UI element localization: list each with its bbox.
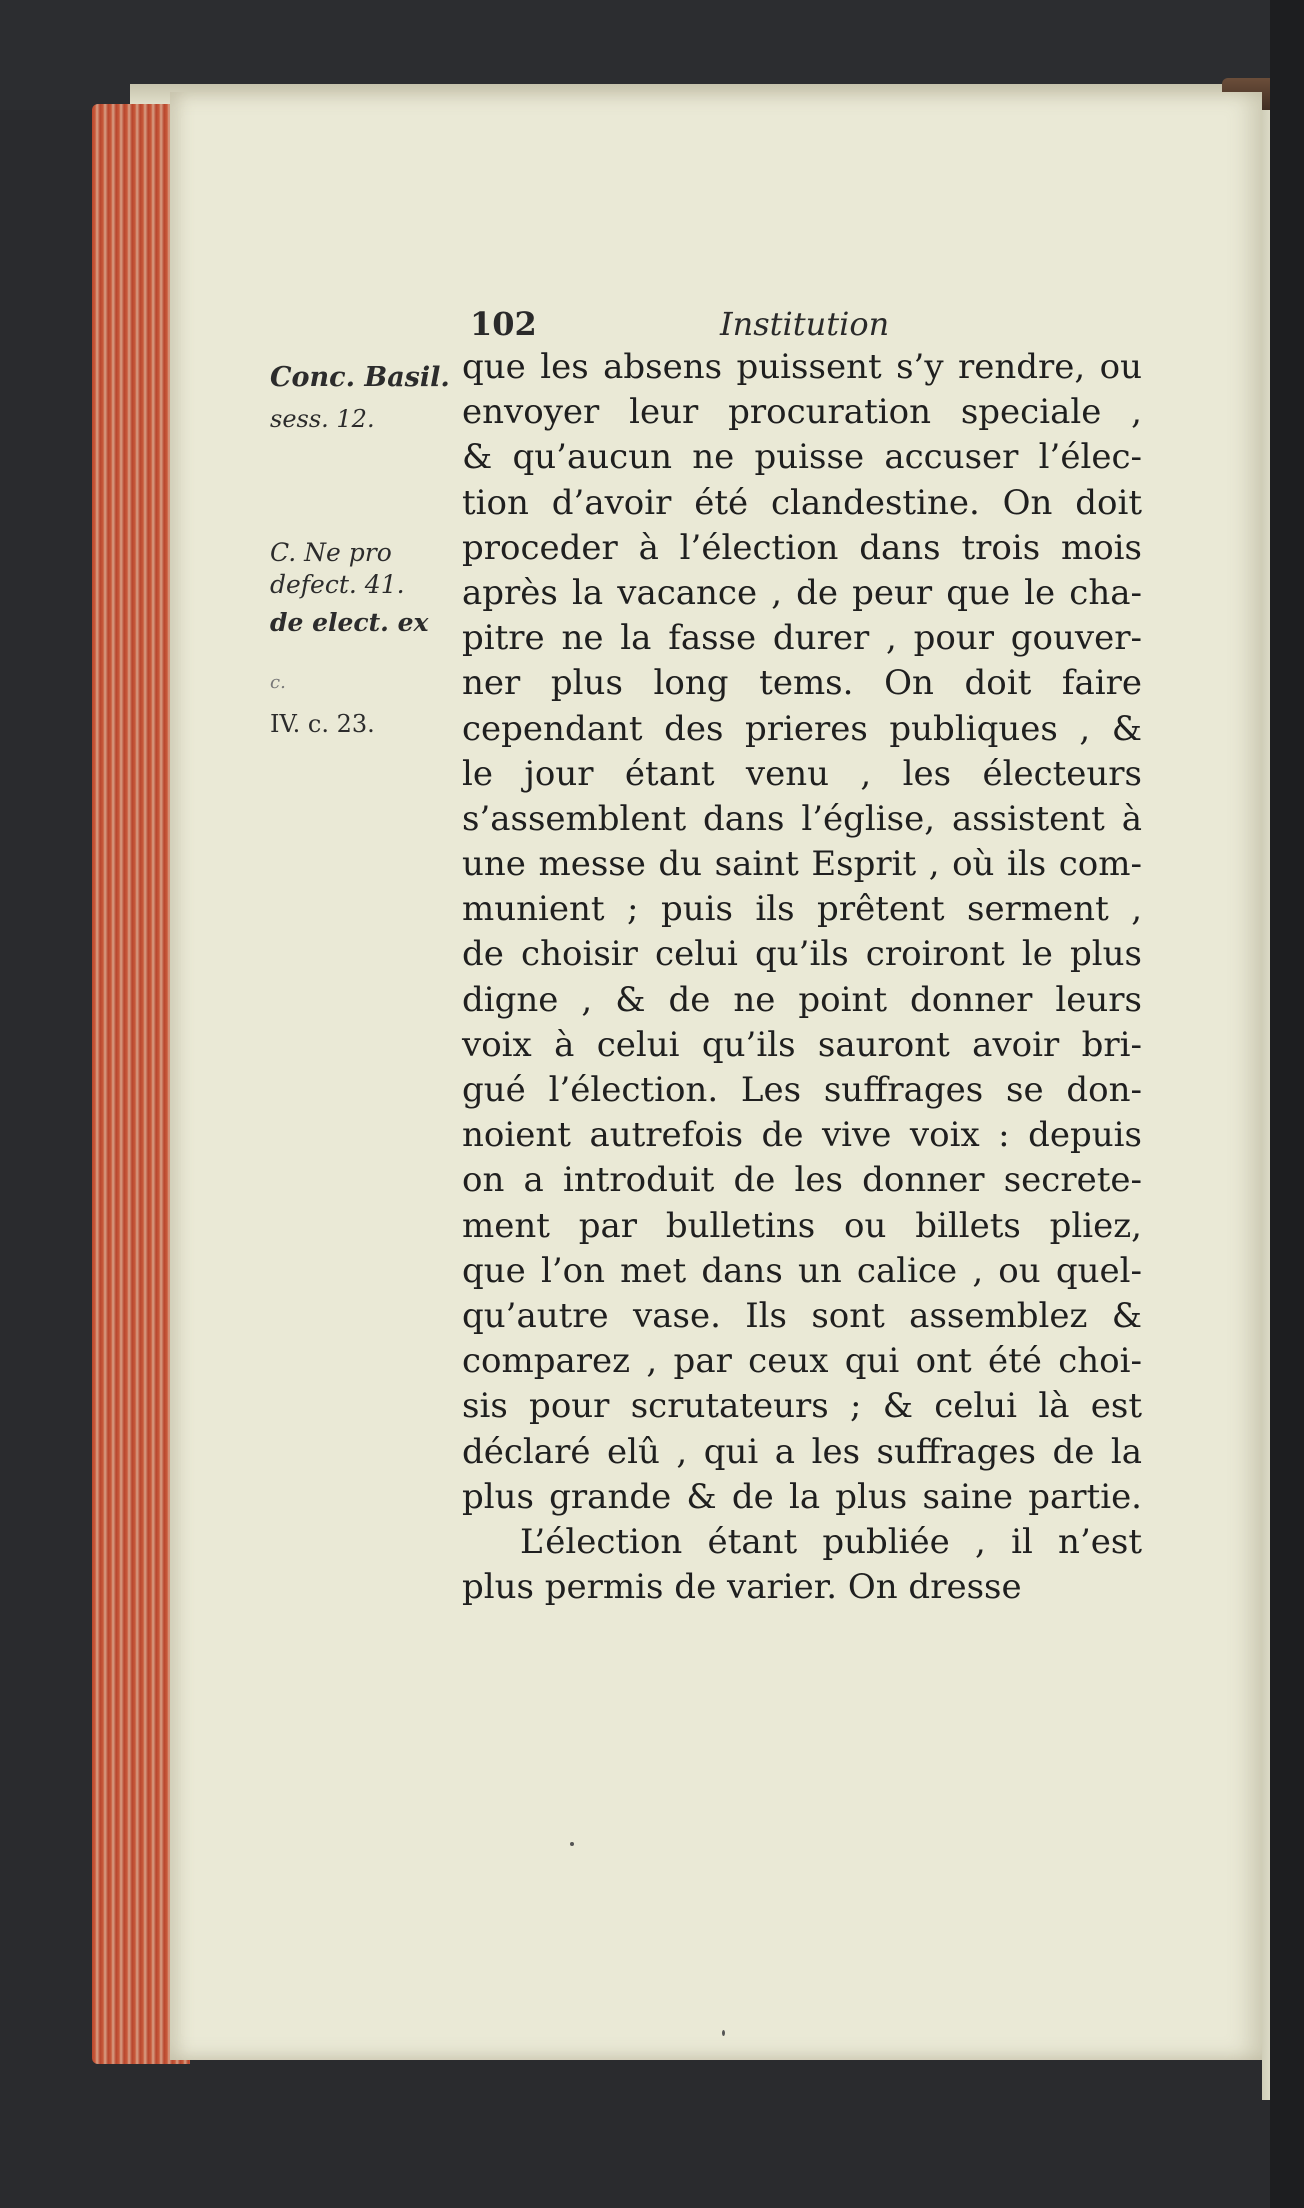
running-title: Institution (720, 305, 890, 343)
text-line: que l’on met dans un calice , ou quel- (462, 1250, 1142, 1291)
text-line: proceder à l’élection dans trois mois (462, 527, 1142, 568)
marginal-note: C. Ne pro (270, 538, 392, 567)
marginal-note: Conc. Basil. (270, 362, 450, 393)
text-line: s’assemblent dans l’église, assistent à (462, 798, 1142, 839)
text-line: on a introduit de les donner secrete- (462, 1160, 1142, 1201)
text-line: digne , & de ne point donner leurs (462, 979, 1142, 1020)
page-number: 102 (470, 305, 537, 343)
marginal-note: IV. c. 23. (270, 710, 375, 738)
text-line: ner plus long tems. On doit faire (462, 663, 1142, 704)
text-line: noient autrefois de vive voix : depuis (462, 1115, 1142, 1156)
text-line: envoyer leur procuration speciale , (462, 392, 1142, 433)
text-line: ment par bulletins ou billets pliez, (462, 1205, 1142, 1246)
text-line: de choisir celui qu’ils croiront le plus (462, 934, 1142, 975)
text-line: voix à celui qu’ils sauront avoir bri- (462, 1024, 1142, 1065)
body-text (462, 345, 1142, 1610)
paper-speck (722, 2030, 725, 2036)
text-line: tion d’avoir été clandestine. On doit (462, 482, 1142, 523)
text-line: qu’autre vase. Ils sont assemblez & (462, 1295, 1142, 1336)
text-line: gué l’élection. Les suffrages se don- (462, 1070, 1142, 1110)
text-line: plus grande & de la plus saine partie. (462, 1476, 1142, 1517)
text-line: L’élection étant publiée , il n’est (520, 1521, 1142, 1562)
text-line: sis pour scrutateurs ; & celui là est (462, 1386, 1142, 1427)
background-right (1270, 0, 1304, 2208)
text-line: comparez , par ceux qui ont été choi- (462, 1341, 1142, 1382)
text-line: une messe du saint Esprit , où ils com- (462, 844, 1142, 885)
text-line: que les absens puissent s’y rendre, ou (462, 347, 1142, 387)
marginal-note: de elect. ex (270, 608, 429, 637)
text-line: & qu’aucun ne puisse accuser l’élec- (462, 437, 1142, 478)
text-line: le jour étant venu , les électeurs (462, 753, 1142, 794)
text-line: plus permis de varier. On dresse (462, 1567, 1022, 1608)
text-line: pitre ne la fasse durer , pour gouver- (462, 618, 1142, 659)
marginal-note: sess. 12. (270, 405, 375, 433)
text-line: cependant des prieres publiques , & (462, 708, 1142, 749)
page-header (470, 305, 910, 347)
text-line: déclaré elû , qui a les suffrages de la (462, 1431, 1142, 1472)
text-line: munient ; puis ils prêtent serment , (462, 889, 1142, 930)
marginal-note: defect. 41. (270, 570, 405, 599)
marginal-note: c. (270, 672, 286, 693)
text-line: après la vacance , de peur que le cha- (462, 572, 1142, 613)
paper-speck (570, 1842, 574, 1846)
